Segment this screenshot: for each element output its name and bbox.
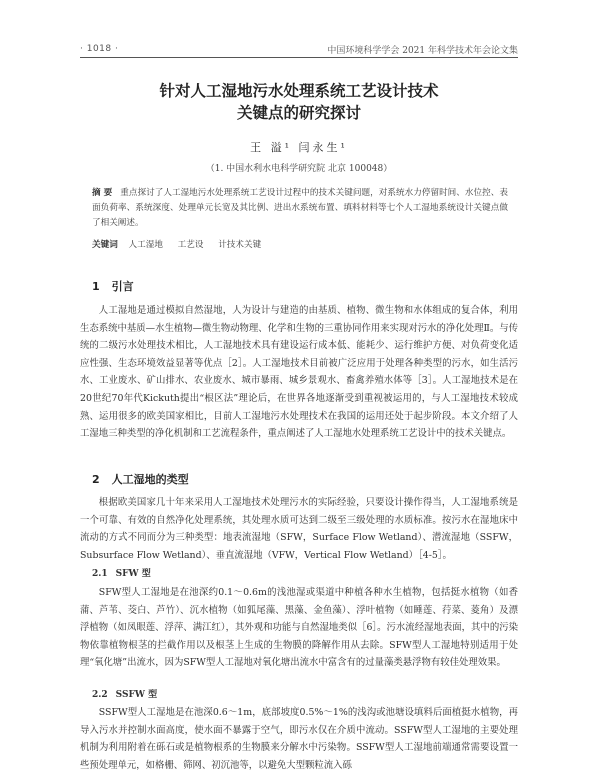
section-2-number: 2 — [92, 473, 100, 486]
header-rule — [80, 57, 518, 58]
section-1-heading — [92, 278, 134, 294]
running-header — [80, 42, 518, 56]
subsection-2-2-number: 2.2 — [92, 690, 108, 700]
section-2-paragraph: 根据欧美国家几十年来采用人工湿地技术处理污水的实际经验，只要设计操作得当，人工湿地系统是一个可靠、有效的自然净化处理系统，其处理水质可达到二级至三级处理的水质标准。按污水在湿地床中流动的方式不同而分为三种类型：地表流湿地（SFW，Surface Flow Wetland）、潜流湿地（SSFW，Subsurface Flow Wetland）、垂直流湿地（VFW，Vertical Flow Wetland）［4-5］。 — [80, 497, 518, 561]
section-2-heading — [92, 471, 189, 487]
subsection-2-1-number: 2.1 — [92, 569, 108, 579]
page-number: · 1018 · — [80, 44, 119, 54]
abstract — [92, 186, 508, 231]
section-1-paragraph: 人工湿地是通过模拟自然湿地，人为设计与建造的由基质、植物、微生物和水体组成的复合体，利用生态系统中基质—水生植物—微生物动物理、化学和生物的三重协同作用来实现对污水的净化处理Ⅱ。与传统的二级污水处理技术相比，人工湿地技术具有建设运行成本低、能耗少、运行维护方便、对负荷变化适应性强、生态环境效益显著等优点［2］。人工湿地技术目前被广泛应用于处理各种类型的污水，如生活污水、工业废水、矿山排水、农业废水、城市暴雨、城乡景观水、畜禽养殖水体等［3］。人工湿地技术是在20世纪70年代Kickuth提出“根区法”理论后，在世界各地逐渐受到重视被运用的，与人工湿地技术较成熟、运用很多的欧美国家相比，目前人工湿地污水处理技术在我国的运用还处于起步阶段。本文介绍了人工湿地三种类型的净化机制和工艺流程条件，重点阐述了人工湿地水处理系统工艺设计中的技术关键点。 — [80, 305, 518, 440]
keyword-item: 工艺设 — [177, 240, 204, 250]
affiliation: （1. 中国水利水电科学研究院 北京 100048） — [205, 164, 393, 174]
authors: 王 溢¹ 闫永生¹ — [250, 141, 348, 154]
subsection-2-1-paragraph: SFW型人工湿地是在池深约0.1～0.6m的浅池湿或渠道中种植各种水生植物，包括挺水植物（如香蒲、芦苇、茭白、芦竹）、沉水植物（如狐尾藻、黑藻、金鱼藻）、浮叶植物（如睡莲、荇菜、菱角）及漂浮植物（如凤眼莲、浮萍、满江红），其外观和功能与自然湿地类似［6］。污水流经湿地表面，其中的污染物依靠植物根茎的拦截作用以及根茎上生成的生物膜的降解作用从去除。SFW型人工湿地特别适用于处理“氧化塘”出流水，因为SFW型人工湿地对氧化塘出流水中富含有的过量藻类悬浮物有较佳处理效果。 — [80, 587, 518, 669]
keywords — [92, 238, 508, 250]
keyword-item: 计技术关键 — [218, 240, 262, 250]
subsection-2-2-paragraph: SSFW型人工湿地是在池深0.6～1m，底部坡度0.5%～1%的浅沟或池塘设填料后面植挺水植物，再导入污水并控制水面高度，使水面不暴露于空气，即污水仅在介质中流动。SSFW型人工湿地的主要处理机制为利用附着在砾石或是植物根系的生物膜来分解水中污染物。SSFW型人工湿地前端通常需要设置一些预处理单元，如格栅、筛网、初沉池等，以避免大型颗粒流入砾 — [80, 707, 518, 771]
abstract-label: 摘 要 — [92, 188, 113, 198]
proceedings-name: 中国环境科学学会 2021 年科学技术年会论文集 — [327, 45, 518, 56]
section-1-title: 引言 — [111, 280, 134, 293]
section-2-title: 人工湿地的类型 — [111, 473, 189, 486]
keywords-label: 关键词 — [92, 240, 118, 250]
title-line-1: 针对人工湿地污水处理系统工艺设计技术 — [159, 82, 439, 100]
subsection-2-2-title: SSFW 型 — [115, 690, 158, 700]
keyword-item: 人工湿地 — [128, 240, 163, 250]
section-1-number: 1 — [92, 280, 100, 293]
paper-title — [80, 80, 518, 124]
subsection-2-1-heading — [92, 566, 151, 579]
subsection-2-1-title: SFW 型 — [115, 569, 151, 579]
abstract-text: 重点探讨了人工湿地污水处理系统工艺设计过程中的技术关键问题，对系统水力停留时间、水位控、表面负荷率、系统深度、处理单元长宽及其比例、进出水系统布置、填料材料等七个人工湿地系统设计关键点做了相关阐述。 — [92, 188, 508, 228]
title-line-2: 关键点的研究探讨 — [236, 104, 361, 122]
subsection-2-2-heading — [92, 687, 157, 700]
